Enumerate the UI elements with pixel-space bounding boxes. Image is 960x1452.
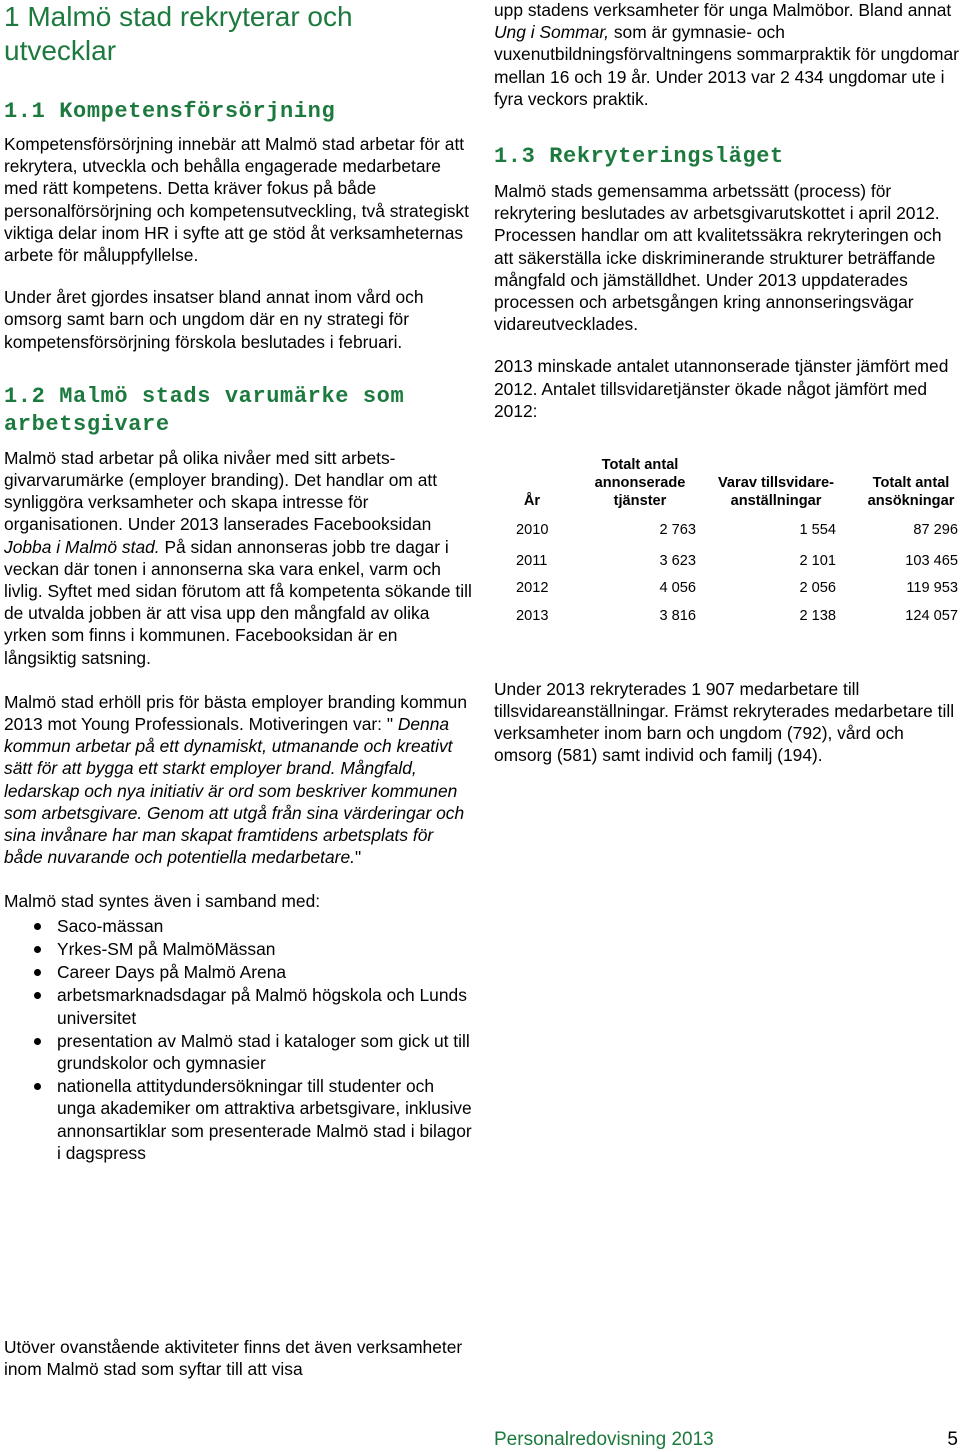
table-cell: 87 296 — [913, 522, 958, 539]
section-1-3-paragraph-3: Under 2013 rekryterades 1 907 medarbetare till tillsvidareanställningar. Främst rekryterades medarbetare till verksamheter inom barn och ungdom (792), vård och omsorg (581) samt individ och familj (194). — [494, 678, 955, 766]
table-cell-year: 2011 — [516, 552, 548, 569]
table-cell: 2 056 — [799, 580, 836, 597]
page-number: 5 — [947, 1429, 958, 1450]
section-1-2-paragraph-2 — [4, 691, 472, 869]
section-1-3-paragraph-2: 2013 minskade antalet utannonserade tjänster jämfört med 2012. Antalet tillsvidaretjänster ökade något jämfört med 2012: — [494, 356, 949, 421]
left-column — [4, 0, 472, 1380]
list-item: Saco-mässan — [4, 915, 472, 937]
table-cell-year: 2013 — [516, 607, 549, 624]
table-cell: 119 953 — [906, 580, 958, 597]
footer-title: Personalredovisning 2013 — [494, 1429, 714, 1450]
section-1-3-title: 1.3 Rekryteringsläget — [494, 144, 784, 170]
recruitment-table — [494, 456, 958, 630]
table-cell: 103 465 — [905, 552, 958, 569]
event-list — [4, 915, 472, 1164]
chapter-heading — [4, 0, 472, 68]
table-cell: 2 101 — [799, 552, 836, 569]
table-cell-year: 2010 — [516, 522, 549, 539]
cont-text-a: upp stadens verksamheter för unga Malmöbor. Bland annat — [494, 0, 952, 20]
section-1-2-title-line1: 1.2 Malmö stads varumärke som — [4, 383, 405, 409]
table-row — [494, 513, 958, 547]
list-item: nationella attitydundersökningar till studenter och unga akademiker om attraktiva arbetsgivare, inklusive annonsartiklar som presenterade Malmö stad i bilagor i dagspress — [4, 1075, 472, 1164]
section-1-1-paragraph-1: Kompetensförsörjning innebär att Malmö stad arbetar för att rekrytera, utveckla och behålla engagerade medarbetare med rätt kompetens. Detta kräver fokus på både personalförsörjning och kompetensutveckling, två strategiskt viktiga delar inom HR i syfte att ge stöd åt verksamheternas arbete för måluppfyllelse. — [4, 134, 469, 266]
table-cell: 2 763 — [659, 522, 696, 539]
p2-text-b: " — [354, 847, 362, 868]
continued-paragraph — [494, 0, 960, 110]
section-1-2-paragraph-3: Utöver ovanstående aktiviteter finns det även verksamheter inom Malmö stad som syftar till att visa — [4, 1337, 463, 1380]
section-1-1-title: 1.1 Kompetensförsörjning — [4, 99, 336, 124]
page-footer — [494, 1428, 960, 1452]
p2-text-a: Malmö stad erhöll pris för bästa employer branding kommun 2013 mot Young Professionals. Motiveringen var: " — [4, 691, 467, 735]
table-cell-year: 2012 — [516, 580, 549, 597]
event-list-intro: Malmö stad syntes även i samband med: — [4, 891, 321, 912]
table-cell: 124 057 — [905, 607, 958, 624]
section-1-2-title-line2: arbetsgivare — [4, 411, 170, 437]
section-1-2-title — [4, 383, 472, 439]
p1-text-a: Malmö stad arbetar på olika nivåer med sitt arbets-givarvarumärke (employer branding). Det handlar om att synliggöra verksamheter och skapa intresse för organisationen. Under 2013 lanserades Facebooksidan — [4, 447, 438, 535]
table-header: Varav tillsvidare-anställningar — [717, 475, 834, 510]
chapter-heading-line1: 1 Malmö stad rekryterar och — [4, 1, 353, 32]
table-header: Totalt antal annonserade tjänster — [594, 457, 686, 510]
table-row — [494, 602, 958, 630]
section-1-1-paragraph-2: Under året gjordes insatser bland annat inom vård och omsorg samt barn och ungdom där en ny strategi för kompetensförsörjning förskola beslutades i februari. — [4, 287, 424, 352]
list-item: Career Days på Malmö Arena — [4, 961, 472, 983]
table-cell: 3 816 — [659, 607, 696, 624]
list-item: arbetsmarknadsdagar på Malmö högskola och Lunds universitet — [4, 984, 472, 1028]
award-motivation-quote: Denna kommun arbetar på ett dynamiskt, utmanande och kreativt sätt för att bygga ett starkt employer brand. Mångfald, ledarskap och nya initiativ är ord som beskriver kommunen som arbetsgivare. Genom att utgå från sina värderingar och sina invånare har man skapat framtidens arbetsplats för både nuvarande och potentiella medarbetare. — [4, 714, 465, 868]
table-cell: 4 056 — [659, 580, 696, 597]
cont-text-b: som är gymnasie- och vuxenutbildningsförvaltningens sommarpraktik för ungdomar mellan 16 och 19 år. Under 2013 var 2 434 ungdomar ute i fyra veckors praktik. — [494, 22, 959, 109]
table-row — [494, 547, 958, 575]
table-header: Totalt antal ansökningar — [867, 475, 955, 510]
chapter-heading-line2: utvecklar — [4, 35, 117, 66]
section-1-2-paragraph-1 — [4, 447, 472, 669]
table-header: År — [523, 493, 541, 510]
right-column — [494, 0, 960, 766]
table-cell: 3 623 — [659, 552, 696, 569]
p1-text-b: På sidan annonseras jobb tre dagar i veckan där tonen i annonserna ska vara enkel, varm och livlig. Syftet med sidan förutom att få kompetenta sökande till de utvalda jobben är att visa upp den mångfald av olika yrken som finns i kommunen. Facebooksidan är en långsiktig satsning. — [4, 536, 472, 668]
list-item: Yrkes-SM på MalmöMässan — [4, 938, 472, 960]
table-row — [494, 575, 958, 603]
table-cell: 2 138 — [799, 607, 836, 624]
list-item: presentation av Malmö stad i kataloger som gick ut till grundskolor och gymnasier — [4, 1030, 472, 1074]
facebook-page-name: Jobba i Malmö stad. — [4, 536, 160, 557]
table-header-row — [494, 456, 958, 513]
section-1-3-paragraph-1: Malmö stads gemensamma arbetssätt (process) för rekrytering beslutades av arbetsgivarutskottet i april 2012. Processen handlar om att kvalitetssäkra rekryteringen och att säkerställa icke diskriminerande strukturer beträffande mångfald och jämställdhet. Under 2013 uppdaterades processen och arbetsgången kring annonseringsvägar vidareutvecklades. — [494, 181, 942, 335]
program-name: Ung i Sommar, — [494, 22, 610, 43]
table-cell: 1 554 — [799, 522, 836, 539]
